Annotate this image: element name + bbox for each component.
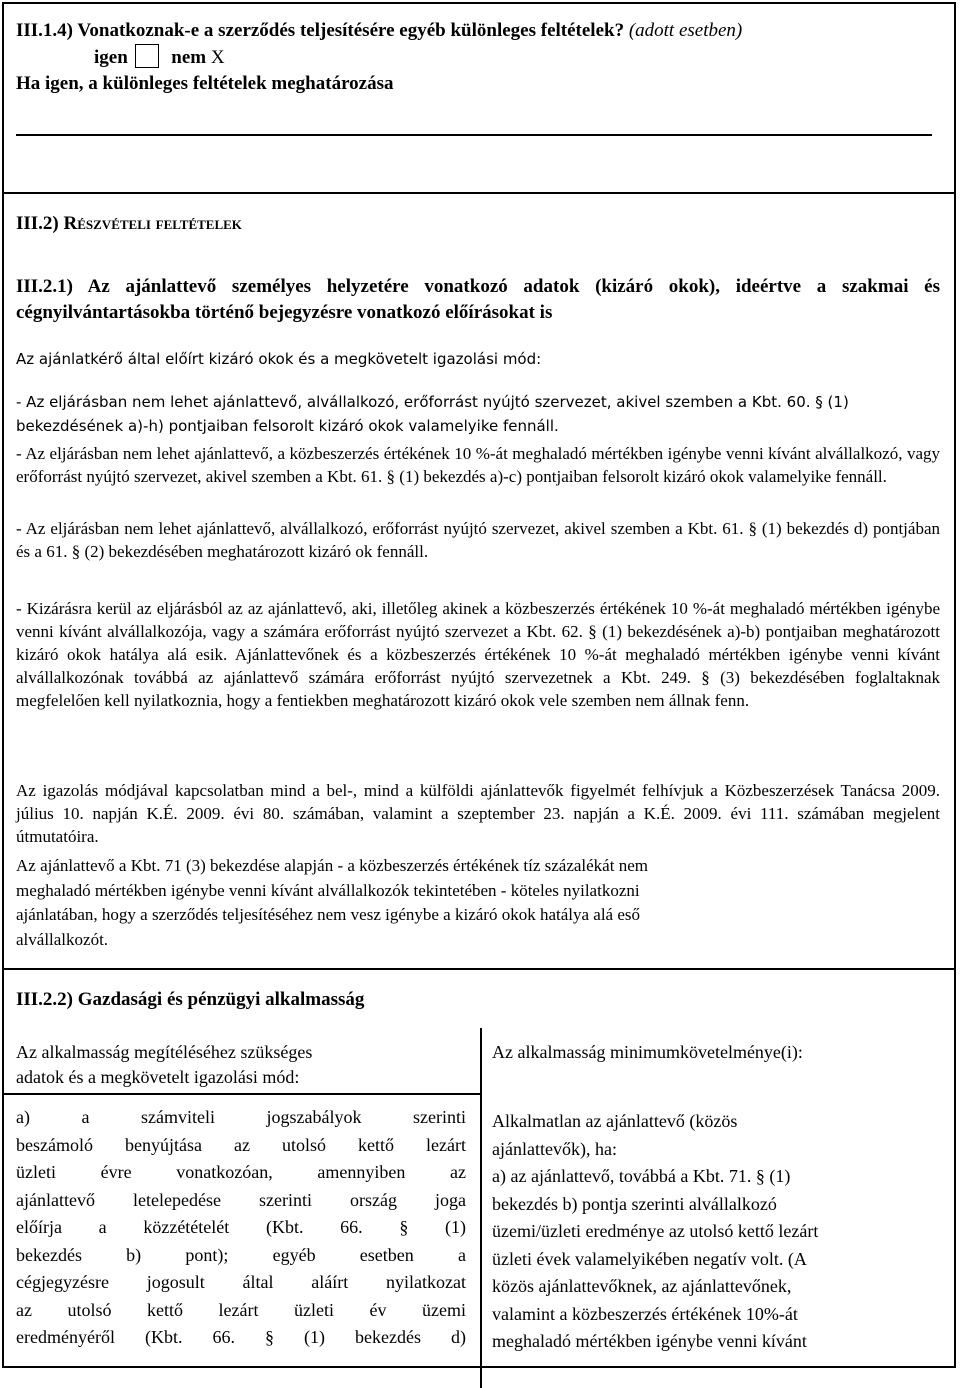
special-conditions-definition-label: Ha igen, a különleges feltételek meghatározása	[16, 73, 394, 94]
special-conditions-note: (adott esetben)	[628, 20, 743, 41]
economic-standing-box	[2, 968, 956, 1368]
no-label: nem	[171, 47, 207, 68]
yes-checkbox[interactable]	[135, 44, 159, 68]
special-conditions-heading: III.1.4) Vonatkoznak-e a szerződés teljesítésére egyéb különleges feltételek?	[16, 20, 625, 41]
exclusion-paragraph-4: - Kizárásra kerül az eljárásból az az ajánlattevő, aki, illetőleg akinek a közbeszerzés értékének 10 %-át meghaladó mértékben igénybe venni kívánt alvállalkozója, vagy a számára erőforrást nyújtó szervezet a Kbt. 62. § (1) bekezdésének a)-b) pontjaiban meghatározott kizáró okok hatálya alá esik. Ajánlattevőnek és a közbeszerzés értékének 10 %-át meghaladó mértékben igénybe venni kívánt alvállalkozónak továbbá az ajánlattevő számára erőforrást nyújtó szervezetnek a Kbt. 249. § (3) bekezdésében foglaltaknak megfelelően kell nyilatkoznia, hogy a fentiekben meghatározott kizáró okok vele szemben nem állnak fenn.	[16, 599, 940, 710]
table-left-header-divider	[4, 1093, 480, 1095]
special-conditions-box	[2, 2, 956, 194]
left-column-header: Az alkalmasság megítéléséhez szükséges adatok és a megkövetelt igazolási mód:	[16, 1042, 313, 1087]
personal-situation-heading: III.2.1) Az ajánlattevő személyes helyzetére vonatkozó adatok (kizáró okok), ideértve a szakmai és cégnyilvántartásokba történő bejegyzésre vonatkozó előírásokat is	[16, 276, 940, 323]
answer-line	[16, 134, 932, 136]
exclusion-paragraph-3: - Az eljárásban nem lehet ajánlattevő, alvállalkozó, erőforrást nyújtó szervezet, akivel szemben a Kbt. 61. § (1) bekezdés d) pontjában és a 61. § (2) bekezdésében meghatározott kizáró ok fennáll.	[16, 519, 940, 561]
right-column-body: Alkalmatlan az ajánlattevő (közös ajánlattevők), ha: a) az ajánlattevő, továbbá a Kbt. 71. § (1) bekezdés b) pontja szerinti alvállalkozó üzemi/üzleti eredménye az utolsó kettő lezárt üzleti évek valamelyikében negatív volt. (A közös ajánlattevőknek, az ajánlattevőnek, valamint a közbeszerzés értékének 10%-át meghaladó mértékben igénybe venni kívánt	[492, 1111, 819, 1351]
left-column-body: a) a számviteli jogszabályok szerinti beszámoló benyújtása az utolsó kettő lezárt üzleti évre vonatkozóan, amennyiben az ajánlattevő letelepedése szerinti ország joga előírja a közzétételét (Kbt. 66. § (1) bekezdés b) pont); egyéb esetben a cégjegyzésre jogosult által aláírt nyilatkozat az utolsó kettő lezárt üzleti év üzemi eredményéről (Kbt. 66. § (1) bekezdés d)	[16, 1107, 466, 1347]
participation-conditions-heading: III.2) Részvételi feltételek	[16, 213, 242, 234]
yes-label: igen	[94, 47, 128, 68]
economic-standing-heading: III.2.2) Gazdasági és pénzügyi alkalmasság	[16, 989, 365, 1010]
special-conditions-question	[16, 18, 940, 97]
participation-conditions-box	[2, 192, 956, 970]
table-column-divider	[480, 1028, 482, 1388]
exclusion-intro: Az ajánlatkérő által előírt kizáró okok és a megkövetelt igazolási mód:	[16, 350, 542, 368]
exclusion-paragraph-2: - Az eljárásban nem lehet ajánlattevő, a közbeszerzés értékének 10 %-át meghaladó mértékben igénybe venni kívánt alvállalkozó, vagy erőforrást nyújtó szervezet, akivel szemben a Kbt. 61. § (1) bekezdés a)-c) pontjaiban felsorolt kizáró okok valamelyike fennáll.	[16, 444, 940, 486]
verification-guidance: Az igazolás módjával kapcsolatban mind a bel-, mind a külföldi ajánlattevők figyelmét felhívjuk a Közbeszerzések Tanácsa 2009. július 10. napján K.É. 2009. évi 80. számában, valamint a szeptember 23. napján a K.É. 2009. évi 111. számában megjelent útmutatóira.	[16, 781, 940, 846]
no-checked-mark: X	[210, 47, 225, 68]
right-column-header: Az alkalmasság minimumkövetelménye(i):	[492, 1042, 803, 1062]
subcontractor-declaration: Az ajánlattevő a Kbt. 71 (3) bekezdése alapján - a közbeszerzés értékének tíz százalékát nem meghaladó mértékben igénybe venni kívánt alvállalkozók tekintetében - köteles nyilatkozni ajánlatában, hogy a szerződés teljesítéséhez nem vesz igénybe a kizáró okok hatálya alá eső alvállalkozót.	[16, 856, 648, 949]
exclusion-paragraph-1: - Az eljárásban nem lehet ajánlattevő, alvállalkozó, erőforrást nyújtó szervezet, akivel szemben a Kbt. 60. § (1) bekezdésének a)-h) pontjaiban felsorolt kizáró okok valamelyike fennáll.	[16, 393, 849, 435]
